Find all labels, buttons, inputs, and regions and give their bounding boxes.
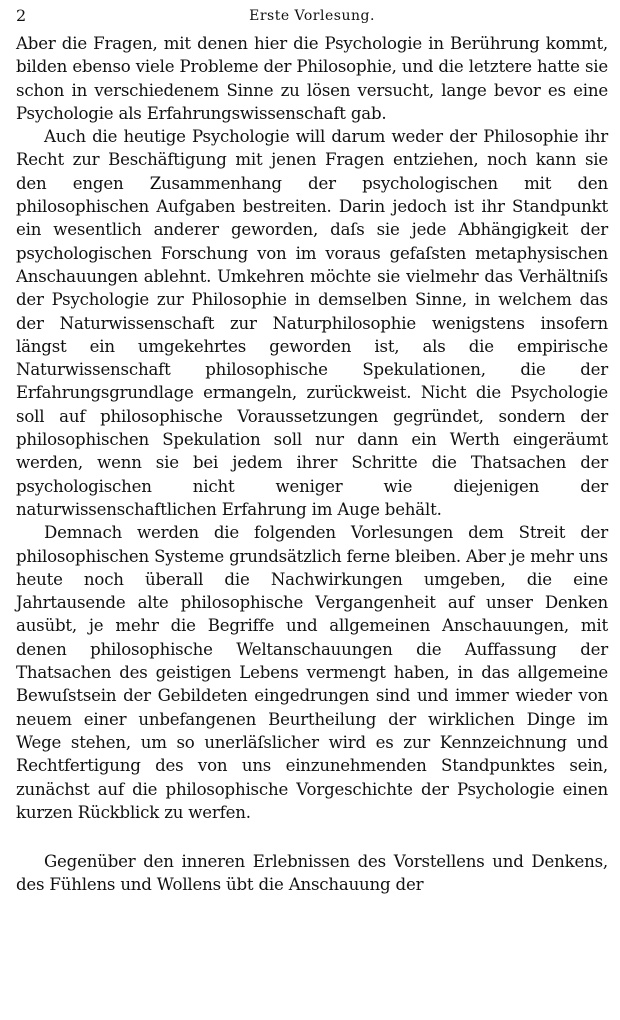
running-head [16, 0, 608, 32]
page-number: 2 [16, 6, 27, 25]
paragraph-4: Gegenüber den inneren Erlebnissen des Vorstellens und Denkens, des Fühlens und Wollens übt die Anschauung der [16, 852, 608, 895]
chapter-title: Erste Vorlesung. [249, 8, 375, 24]
paragraph-1: Aber die Fragen, mit denen hier die Psychologie in Berührung kommt, bilden ebenso viele Probleme der Philosophie, und die letztere hatte sie schon in verschiedenem Sinne zu lösen versucht, lange bevor es eine Psychologie als Erfahrungswissenschaft gab. [16, 34, 608, 123]
paragraph-3: Demnach werden die folgenden Vorlesungen dem Streit der philosophischen Systeme grundsätzlich ferne bleiben. Aber je mehr uns heute noch überall die Nachwirkungen umgeben, die eine Jahrtausende alte philosophische Vergangenheit auf unser Denken ausübt, je mehr die Begriffe und allgemeinen Anschauungen, mit denen philosophische Weltanschauungen die Auffassung der Thatsachen des geistigen Lebens vermengt haben, in das allgemeine Bewuſstsein der Gebildeten eingedrungen sind und immer wieder von neuem einer unbefangenen Beurtheilung der wirklichen Dinge im Wege stehen, um so unerläſslicher wird es zur Kennzeichnung und Rechtfertigung des von uns einzunehmenden Standpunktes sein, zunächst auf die philosophische Vorgeschichte der Psychologie einen kurzen Rückblick zu werfen. [16, 523, 608, 822]
paragraph-spacing [16, 824, 608, 850]
body-text [16, 32, 608, 897]
paragraph-2: Auch die heutige Psychologie will darum weder der Philosophie ihr Recht zur Beschäftigung mit jenen Fragen entziehen, noch kann sie den engen Zusammenhang der psychologischen mit den philosophischen Aufgaben bestreiten. Darin jedoch ist ihr Standpunkt ein wesentlich anderer geworden, daſs sie jede Abhängigkeit der psychologischen Forschung von im voraus gefaſsten metaphysischen Anschauungen ablehnt. Umkehren möchte sie vielmehr das Verhältniſs der Psychologie zur Philosophie in demselben Sinne, in welchem das der Naturwissenschaft zur Naturphilosophie wenigstens insofern längst ein umgekehrtes geworden ist, als die empirische Naturwissenschaft philosophische Spekulationen, die der Erfahrungsgrundlage ermangeln, zurückweist. Nicht die Psychologie soll auf philosophische Voraussetzungen gegründet, sondern der philosophischen Spekulation soll nur dann ein Werth eingeräumt werden, wenn sie bei jedem ihrer Schritte die Thatsachen der psychologischen nicht weniger wie diejenigen der naturwissenschaftlichen Erfahrung im Auge behält. [16, 127, 608, 519]
